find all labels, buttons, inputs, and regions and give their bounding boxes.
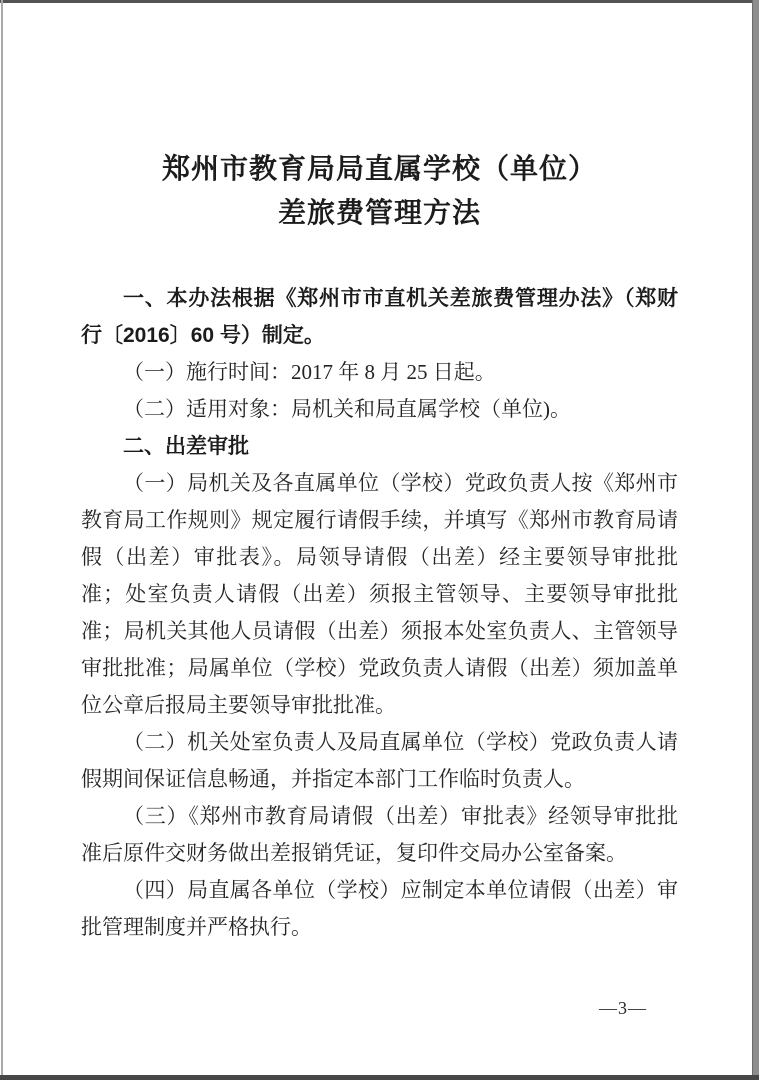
document-title — [0, 148, 759, 236]
scan-edge-top — [0, 0, 759, 3]
page-number: —3— — [599, 998, 647, 1018]
scan-edge-bottom — [0, 1075, 759, 1080]
document-title-line2: 差旅费管理方法 — [277, 198, 481, 229]
paragraph-article-2-item-3: （三）《郑州市教育局请假（出差）审批表》经领导审批批准后原件交财务做出差报销凭证，复印件交局办公室备案。 — [81, 804, 678, 865]
scan-edge-right — [752, 0, 759, 1080]
paragraph-article-1: 一、本办法根据《郑州市市直机关差旅费管理办法》（郑财行〔2016〕60 号）制定。 — [81, 287, 678, 347]
paragraph-article-2-item-4: （四）局直属各单位（学校）应制定本单位请假（出差）审批管理制度并严格执行。 — [81, 878, 678, 939]
paragraph-article-1-item-1: （一）施行时间：2017 年 8 月 25 日起。 — [123, 360, 496, 384]
paragraph-article-2-item-1: （一）局机关及各直属单位（学校）党政负责人按《郑州市教育局工作规则》规定履行请假手续，并填写《郑州市教育局请假（出差）审批表》。局领导请假（出差）经主要领导审批批准；处室负责人请假（出差）须报主管领导、主要领导审批批准；局机关其他人员请假（出差）须报本处室负责人、主管领导审批批准；局属单位（学校）党政负责人请假（出差）须加盖单位公章后报局主要领导审批批准。 — [81, 471, 678, 717]
document-title-line1: 郑州市教育局局直属学校（单位） — [161, 154, 597, 185]
scan-edge-left — [1, 0, 3, 1080]
document-body — [0, 280, 759, 946]
paragraph-article-1-item-2: （二）适用对象：局机关和局直属学校（单位)。 — [123, 397, 571, 421]
paragraph-article-2-item-2: （二）机关处室负责人及局直属单位（学校）党政负责人请假期间保证信息畅通，并指定本部门工作临时负责人。 — [81, 730, 678, 791]
heading-article-2: 二、出差审批 — [123, 435, 249, 458]
